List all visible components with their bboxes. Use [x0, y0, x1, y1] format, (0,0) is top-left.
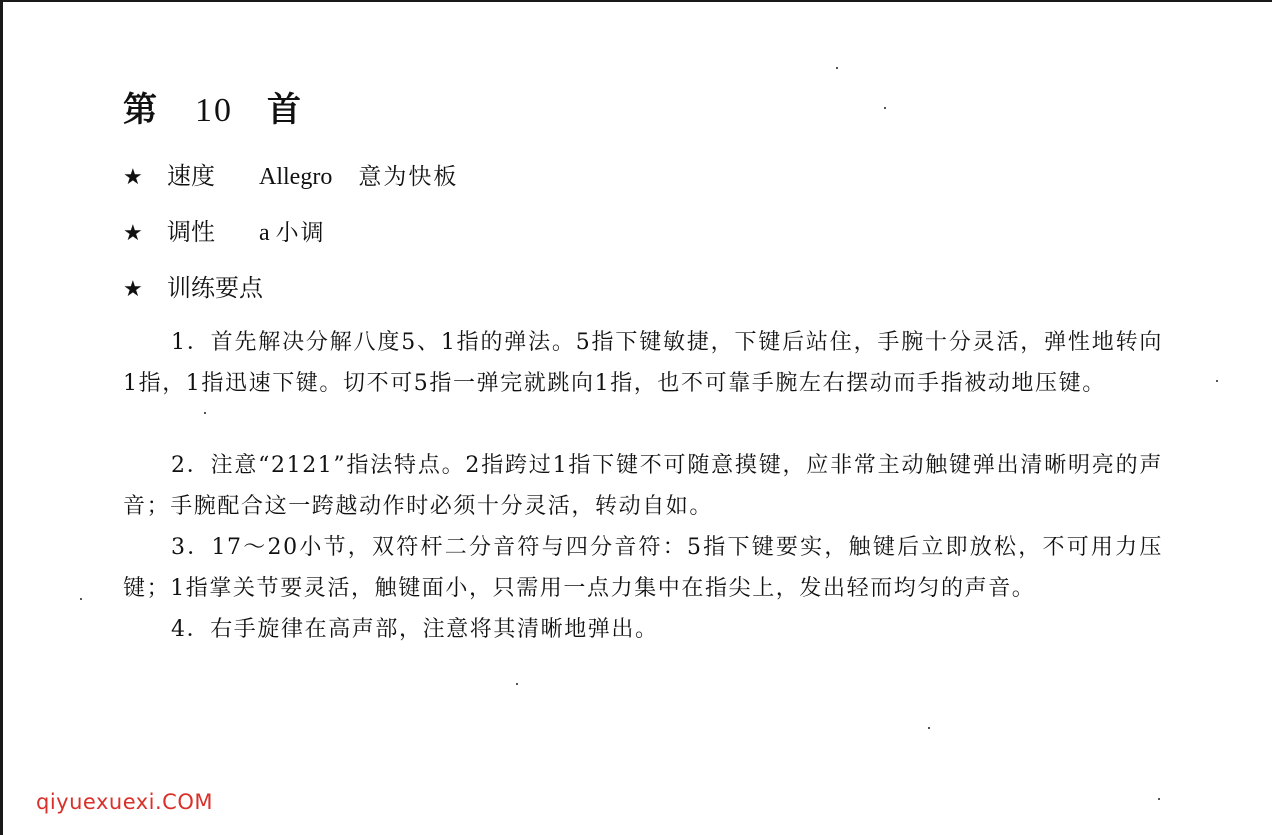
- training-point-1: 1．首先解决分解八度5、1指的弹法。5指下键敏捷，下键后站住，手腕十分灵活，弹性地转向1指，1指迅速下键。切不可5指一弹完就跳向1指，也不可靠手腕左右摆动而手指被动地压键。: [123, 330, 1163, 396]
- tempo-term: Allegro: [259, 164, 333, 190]
- page-border-left: [0, 0, 3, 835]
- info-row-training: [123, 268, 263, 303]
- training-point-2: 2．注意“2121”指法特点。2指跨过1指下键不可随意摸键，应非常主动触键弹出清晰明亮的声音；手腕配合这一跨越动作时必须十分灵活，转动自如。: [123, 453, 1163, 519]
- scan-speck: [516, 683, 518, 685]
- scan-speck: [928, 727, 930, 729]
- key-mode: 小调: [275, 220, 326, 246]
- key-letter: a: [259, 220, 270, 246]
- training-point-4: 4．右手旋律在高声部，注意将其清晰地弹出。: [171, 617, 659, 642]
- scan-speck: [884, 107, 886, 109]
- star-icon: ★: [123, 277, 143, 302]
- tempo-meaning: 意为快板: [358, 164, 459, 190]
- star-icon: ★: [123, 221, 143, 246]
- scan-speck: [1158, 798, 1160, 800]
- site-watermark: qiyuexuexi.COM: [36, 790, 213, 814]
- star-icon: ★: [123, 165, 143, 190]
- scan-speck: [80, 598, 82, 600]
- training-point-3: 3．17～20小节，双符杆二分音符与四分音符：5指下键要实，触键后立即放松，不可用力压键；1指掌关节要灵活，触键面小，只需用一点力集中在指尖上，发出轻而均匀的声音。: [123, 535, 1163, 601]
- tempo-label: 速度: [167, 162, 215, 190]
- scan-speck: [204, 412, 206, 414]
- page-title: [123, 82, 303, 131]
- info-row-key: [123, 212, 326, 247]
- key-label: 调性: [167, 218, 215, 246]
- title-suffix: 首: [267, 90, 303, 130]
- scan-speck: [836, 67, 838, 69]
- title-prefix: 第: [123, 90, 159, 130]
- info-row-tempo: [123, 156, 458, 191]
- training-label: 训练要点: [167, 274, 263, 302]
- title-number: 10: [195, 92, 233, 129]
- page-border-top: [0, 0, 1272, 2]
- scan-speck: [1216, 380, 1218, 382]
